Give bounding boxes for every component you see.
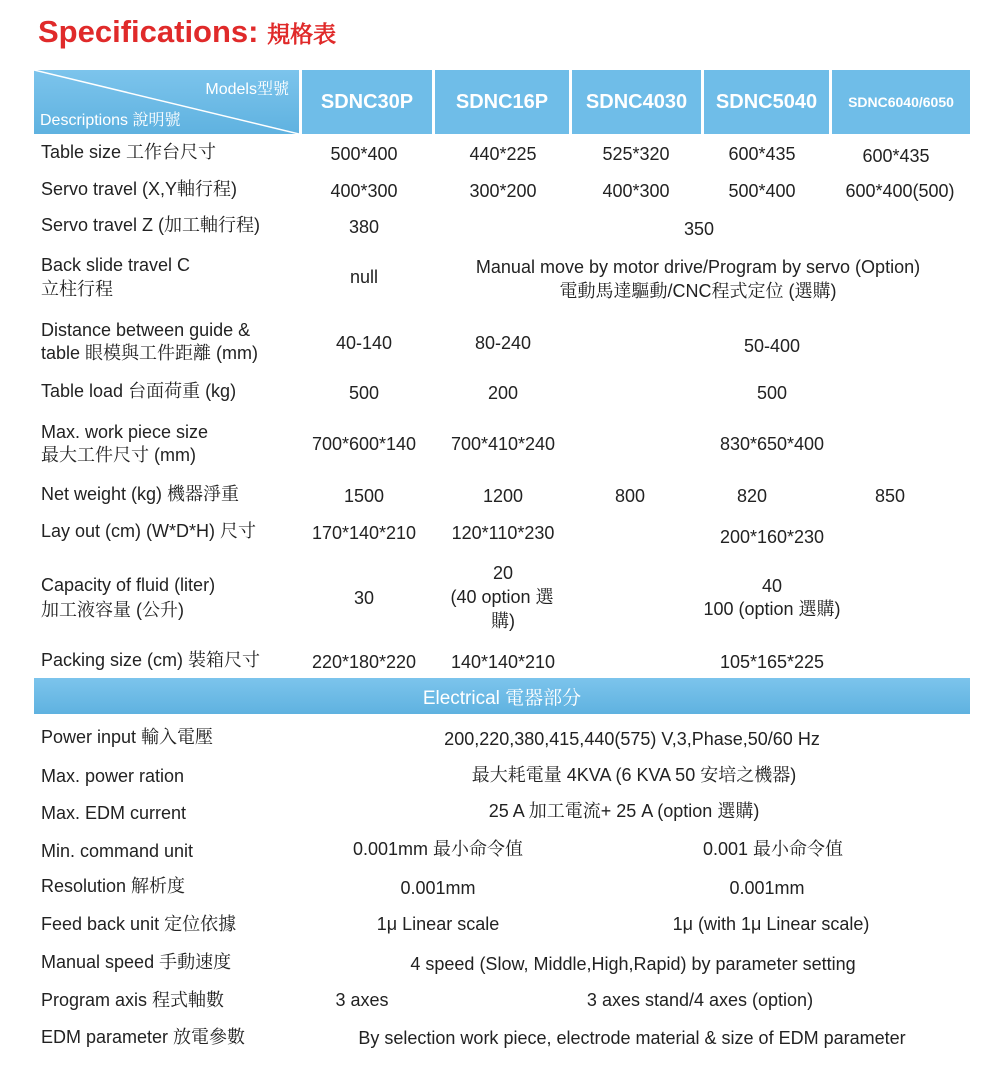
cell-servo-xy-1: 400*300 xyxy=(330,181,398,201)
cell-distance-3: 50-400 xyxy=(743,336,801,356)
cell-packing-1: 220*180*220 xyxy=(311,652,417,672)
cell-layout-3: 200*160*230 xyxy=(719,527,825,547)
row-label-program-axis: Program axis 程式軸數 xyxy=(41,990,225,1010)
title-main: Specifications: xyxy=(38,14,259,49)
cell-net-weight-3: 800 xyxy=(614,486,646,506)
cell-back-slide-2b: 電動馬達驅動/CNC程式定位 (選購) xyxy=(559,281,837,301)
cell-distance-2: 80-240 xyxy=(474,333,532,353)
cell-table-size-4: 600*435 xyxy=(728,144,796,164)
cell-max-power: 最大耗電量 4KVA (6 KVA 50 安培之機器) xyxy=(471,765,797,785)
cell-servo-z-1: 380 xyxy=(348,217,380,237)
cell-fluid-3b: 100 (option 選購) xyxy=(703,599,841,619)
row-label-distance-2: table 眼模與工件距離 (mm) xyxy=(41,343,259,363)
cell-servo-z-2: 350 xyxy=(683,219,715,239)
cell-back-slide-1: null xyxy=(349,267,379,287)
header-model-sdnc16p: SDNC16P xyxy=(435,70,569,134)
cell-layout-1: 170*140*210 xyxy=(311,523,417,543)
row-label-max-power: Max. power ration xyxy=(41,766,185,786)
cell-edm-current: 25 A 加工電流+ 25 A (option 選購) xyxy=(488,801,760,821)
cell-servo-xy-5: 600*400(500) xyxy=(845,181,955,201)
row-label-servo-z: Servo travel Z (加工軸行程) xyxy=(41,215,261,235)
cell-fluid-3a: 40 xyxy=(761,576,783,596)
header-model-sdnc6040: SDNC6040/6050 xyxy=(832,70,970,134)
row-label-table-load: Table load 台面荷重 (kg) xyxy=(41,381,237,401)
row-label-power-input: Power input 輸入電壓 xyxy=(41,727,214,747)
cell-feedback-2: 1μ (with 1μ Linear scale) xyxy=(672,914,870,934)
cell-power-input: 200,220,380,415,440(575) V,3,Phase,50/60 Hz xyxy=(444,729,820,749)
cell-net-weight-2: 1200 xyxy=(482,486,524,506)
header-models-label: Models型號 xyxy=(205,81,289,98)
cell-servo-xy-4: 500*400 xyxy=(728,181,796,201)
cell-manual-speed: 4 speed (Slow, Middle,High,Rapid) by parameter setting xyxy=(410,954,856,974)
row-label-feedback: Feed back unit 定位依據 xyxy=(41,914,237,934)
cell-table-size-5: 600*435 xyxy=(862,146,930,166)
cell-net-weight-1: 1500 xyxy=(343,486,385,506)
row-label-net-weight: Net weight (kg) 機器淨重 xyxy=(41,484,240,504)
cell-table-load-1: 500 xyxy=(348,383,380,403)
header-model-sdnc30p: SDNC30P xyxy=(302,70,432,134)
cell-program-axis-1: 3 axes xyxy=(335,990,389,1010)
row-label-back-slide-2: 立柱行程 xyxy=(41,279,113,299)
cell-program-axis-2: 3 axes stand/4 axes (option) xyxy=(586,990,814,1010)
row-label-fluid-2: 加工液容量 (公升) xyxy=(41,600,184,620)
section-electrical: Electrical 電器部分 xyxy=(34,678,970,714)
page-title xyxy=(38,14,336,50)
header-model-sdnc4030: SDNC4030 xyxy=(572,70,701,134)
row-label-manual-speed: Manual speed 手動速度 xyxy=(41,952,232,972)
row-label-back-slide-1: Back slide travel C xyxy=(41,255,191,275)
cell-servo-xy-3: 400*300 xyxy=(602,181,670,201)
cell-packing-3: 105*165*225 xyxy=(719,652,825,672)
title-cjk: 規格表 xyxy=(267,21,337,47)
row-label-edm-param: EDM parameter 放電參數 xyxy=(41,1027,246,1047)
row-label-packing: Packing size (cm) 裝箱尺寸 xyxy=(41,650,261,670)
cell-servo-xy-2: 300*200 xyxy=(469,181,537,201)
cell-max-work-1: 700*600*140 xyxy=(311,434,417,454)
header-descriptions-label: Descriptions 說明號 xyxy=(40,112,181,129)
cell-table-size-3: 525*320 xyxy=(602,144,670,164)
cell-table-load-3: 500 xyxy=(756,383,788,403)
row-label-table-size: Table size 工作台尺寸 xyxy=(41,142,217,162)
cell-max-work-3: 830*650*400 xyxy=(719,434,825,454)
cell-layout-2: 120*110*230 xyxy=(451,523,555,543)
cell-back-slide-2a: Manual move by motor drive/Program by servo (Option) xyxy=(475,257,921,277)
cell-min-command-2: 0.001 最小命令值 xyxy=(702,839,844,859)
cell-net-weight-4: 820 xyxy=(736,486,768,506)
cell-edm-param: By selection work piece, electrode material & size of EDM parameter xyxy=(358,1028,906,1048)
row-label-fluid-1: Capacity of fluid (liter) xyxy=(41,575,216,595)
row-label-edm-current: Max. EDM current xyxy=(41,803,187,823)
row-label-distance-1: Distance between guide & xyxy=(41,320,251,340)
row-label-max-work-1: Max. work piece size xyxy=(41,422,209,442)
cell-resolution-2: 0.001mm xyxy=(729,878,805,898)
row-label-layout: Lay out (cm) (W*D*H) 尺寸 xyxy=(41,521,257,541)
cell-fluid-1: 30 xyxy=(353,588,375,608)
cell-fluid-2b: (40 option 選 xyxy=(450,587,554,607)
header-corner-cell xyxy=(34,70,299,134)
row-label-servo-xy: Servo travel (X,Y軸行程) xyxy=(41,179,238,199)
cell-distance-1: 40-140 xyxy=(335,333,393,353)
cell-net-weight-5: 850 xyxy=(874,486,906,506)
cell-packing-2: 140*140*210 xyxy=(450,652,556,672)
row-label-max-work-2: 最大工件尺寸 (mm) xyxy=(41,445,196,465)
cell-resolution-1: 0.001mm xyxy=(400,878,476,898)
cell-table-size-1: 500*400 xyxy=(330,144,398,164)
row-label-min-command: Min. command unit xyxy=(41,841,194,861)
cell-feedback-1: 1μ Linear scale xyxy=(376,914,500,934)
cell-table-size-2: 440*225 xyxy=(469,144,537,164)
row-label-resolution: Resolution 解析度 xyxy=(41,876,186,896)
cell-min-command-1: 0.001mm 最小命令值 xyxy=(352,839,524,859)
cell-table-load-2: 200 xyxy=(487,383,519,403)
header-model-sdnc5040: SDNC5040 xyxy=(704,70,829,134)
cell-fluid-2c: 購) xyxy=(491,611,515,631)
cell-max-work-2: 700*410*240 xyxy=(450,434,556,454)
cell-fluid-2a: 20 xyxy=(492,563,514,583)
